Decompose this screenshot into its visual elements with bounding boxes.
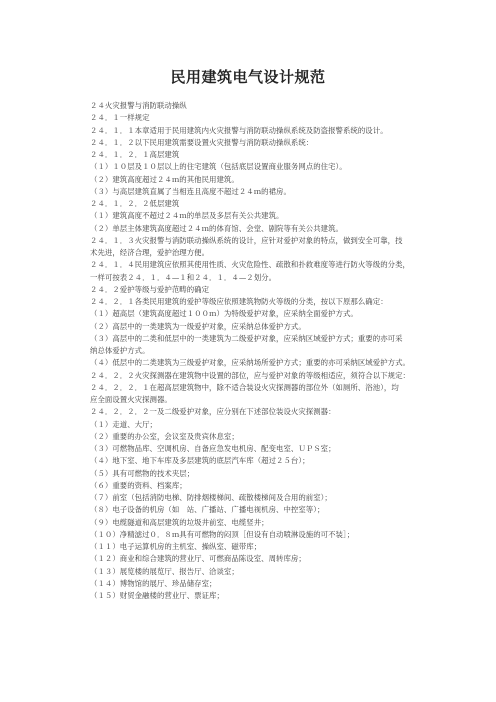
text-line: ２４．１．２．２低层建筑 — [90, 199, 180, 208]
text-line: （１５）财贸金融楼的营业厅、票证库； — [90, 591, 224, 600]
text-line: （３）与高层建筑直属了当相连且高度不超过２４ｍ的裙房。 — [90, 186, 291, 196]
text-line: （８）电子设备的机房（如 站、广播站、广播电视机房、中控室等）； — [90, 505, 325, 515]
text-line: （２）高层中的一类建筑为一级爱护对象，应采纳总体爱护方式。 — [90, 321, 306, 331]
text-line: ２４．２．１各类民用建筑的爱护等级应依照建筑物防火等级的分类，按以下原那么确定： — [90, 297, 388, 306]
text-line: （１４）博物馆的展厅、珍品储存室； — [90, 578, 217, 588]
text-line: （２）建筑高度超过２４ｍ的其他民用建筑。 — [90, 174, 239, 184]
text-line: （１２）商业和综合建筑的营业厅、可燃商品陈设室、周转库房； — [90, 554, 306, 564]
text-line: （１）超高层（建筑高度超过１００ｍ）为特级爱护对象，应采纳全面爱护方式。 — [90, 309, 358, 319]
text-line: 纳总体爱护方式。 — [90, 346, 150, 355]
document-title: 民用建筑电气设计规范 — [170, 68, 326, 86]
text-line: （２）重要的办公室，会议室及贵宾休息室； — [90, 431, 239, 441]
text-line: （７）前室（包括消防电梯、防排烟楼梯间、疏散楼梯间及合用的前室）； — [90, 493, 332, 502]
text-line: ２４．２．２火灾探测器在建筑物中设置的部位，应与爱护对象的等级相适应，须符合以下规定： — [90, 370, 410, 380]
text-line: （３）可燃物品库、空调机房、自备应急发电机房、配变电室、ＵＰＳ室； — [90, 444, 336, 453]
text-line: ２４．１一样规定 — [90, 113, 150, 123]
text-line: ２４．２．２．１在超高层建筑物中，除不适合装设火灾探测器的部位外（如厕所、浴池），均 — [90, 382, 399, 392]
text-line: （１０）净精滤过０．８ｍ具有可燃物的闷顶［但设有自动喷淋设施的可不装］； — [90, 529, 355, 539]
text-line: （１）建筑高度不超过２４ｍ的单层及多层有关公共建筑。 — [90, 211, 284, 221]
text-line: ２４．１．３火灾报警与消防联动操纵系统的设计，应针对爱护对象的特点，做到安全可靠，技 — [90, 235, 403, 245]
text-line: ２４．２．２．２一及二级爱护对象，应分别在下述部位装设火灾探测器： — [90, 407, 336, 417]
document-body — [90, 100, 410, 602]
text-line: ２４．１．１本章适用于民用建筑内火灾报警与消防联动操纵系统及防盗报警系统的设计。 — [90, 125, 388, 135]
text-line: （１）１０层及１０层以上的住宅建筑（包括底层设置商业服务网点的住宅）。 — [90, 162, 347, 172]
text-line: 一样可按表２４．１．４—１和２４．１．４—２划分。 — [90, 272, 277, 282]
text-line: ２４．１．４民用建筑应依照其使用性质、火灾危险性、疏散和扑救难度等进行防火等级的分类， — [90, 260, 410, 270]
text-line: （２）单层主体建筑高度超过２４ｍ的体育馆、会堂、剧院等有关公共建筑。 — [90, 223, 343, 233]
text-line: ２４．１．２．１高层建筑 — [90, 150, 180, 159]
text-line: ２４火灾报警与消防联动操纵 — [90, 101, 187, 110]
text-line: （１）走道、大厅； — [90, 419, 157, 429]
text-line: （５）具有可燃物的技术夹层； — [90, 468, 195, 478]
text-line: （４）地下室、地下车库及多层建筑的底层汽车库（超过２５台）； — [90, 456, 310, 466]
text-line: （３）高层中的二类和低层中的一类建筑为二级爱护对象，应采纳区域爱护方式；重要的亦可采 — [90, 333, 403, 343]
text-line: 应全面设置火灾探测器。 — [90, 395, 172, 404]
text-line: （９）电缆隧道和高层建筑的垃圾井前室、电缆竖井； — [90, 517, 269, 527]
text-line: （４）低层中的二类建筑为三级爱护对象，应采纳场所爱护方式；重要的亦可采纳区域爱护方式。 — [90, 358, 410, 368]
text-line: （１３）展览楼的展览厅、报告厅、洽谈室； — [90, 566, 239, 576]
text-line: （１１）电子运算机房的主机室、操纵室、磁带库； — [90, 542, 262, 551]
text-line: ２４．１．２以下民用建筑需要设置火灾报警与消防联动操纵系统： — [90, 137, 314, 147]
text-line: 术先进，经济合理，爱护治理方便。 — [90, 248, 210, 257]
text-line: ２４．２爱护等级与爱护范畴的确定 — [90, 284, 210, 294]
text-line: （６）重要的资料、档案库； — [90, 480, 187, 490]
